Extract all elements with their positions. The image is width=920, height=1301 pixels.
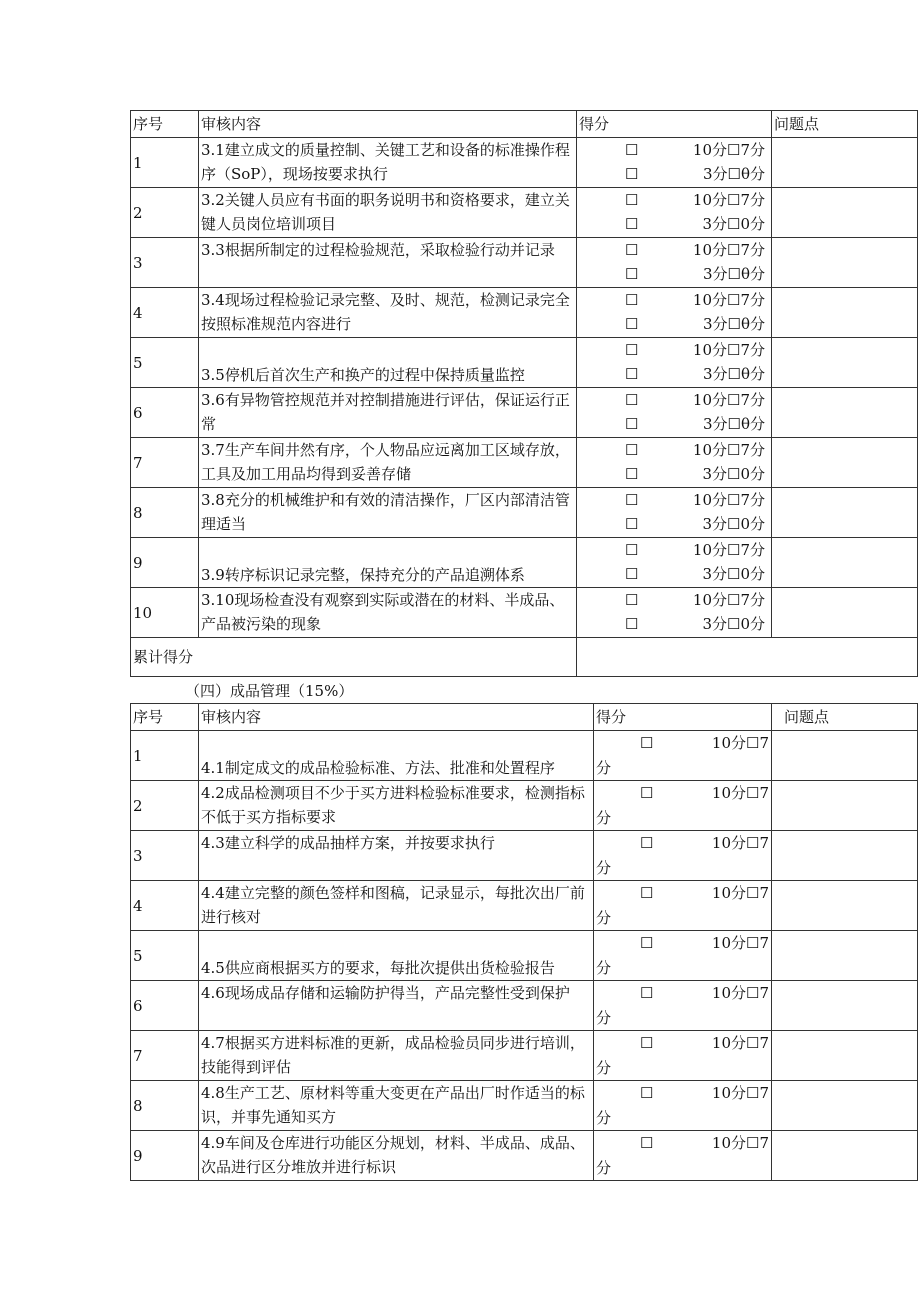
row-number: 5 [131,931,199,981]
row-score [577,138,772,188]
checkbox-icon[interactable]: ☐ [625,241,639,259]
score-unit: 分 [596,959,612,977]
row-number: 6 [131,388,199,438]
row-score [577,388,772,438]
table-header [131,111,918,138]
row-number: 8 [131,1081,199,1131]
row-issue[interactable] [772,831,918,881]
row-issue[interactable] [772,538,918,588]
score-options: 3分☐0分 [702,515,765,533]
row-issue[interactable] [772,981,918,1031]
score-options: 10分☐7 [711,984,769,1002]
row-score [577,538,772,588]
score-options: 3分☐0分 [702,465,765,483]
checkbox-icon[interactable]: ☐ [640,934,654,952]
row-number: 6 [131,981,199,1031]
row-content: 4.5供应商根据买方的要求，每批次提供出货检验报告 [199,931,594,981]
row-number: 3 [131,238,199,288]
checkbox-icon[interactable]: ☐ [625,415,639,433]
score-options: 3分☐θ分 [702,365,765,383]
row-issue[interactable] [772,781,918,831]
row-score [577,288,772,338]
checkbox-icon[interactable]: ☐ [625,215,639,233]
total-row [131,638,918,677]
checkbox-icon[interactable]: ☐ [640,984,654,1002]
checkbox-icon[interactable]: ☐ [640,834,654,852]
score-unit: 分 [596,1009,612,1027]
checkbox-icon[interactable]: ☐ [640,784,654,802]
row-content: 4.4建立完整的颜色签样和图稿，记录显示，每批次出厂前进行核对 [199,881,594,931]
row-issue[interactable] [772,138,918,188]
table-row [131,338,918,388]
score-options: 10分☐7分 [692,541,765,559]
header-issue: 问题点 [772,111,918,138]
row-issue[interactable] [772,588,918,638]
checkbox-icon[interactable]: ☐ [625,465,639,483]
row-issue[interactable] [772,731,918,781]
score-options: 10分☐7 [711,884,769,902]
header-content: 审核内容 [199,111,577,138]
row-content: 3.1建立成文的质量控制、关键工艺和设备的标准操作程序（SoP），现场按要求执行 [199,138,577,188]
score-options: 10分☐7分 [692,191,765,209]
table-header [131,704,918,731]
row-number: 1 [131,731,199,781]
row-content: 4.2成品检测项目不少于买方进料检验标准要求，检测指标不低于买方指标要求 [199,781,594,831]
row-score [577,488,772,538]
header-issue: 问题点 [772,704,918,731]
table-row [131,931,918,981]
row-score [594,981,772,1031]
row-score [594,1031,772,1081]
checkbox-icon[interactable]: ☐ [625,441,639,459]
row-score [594,1081,772,1131]
row-score [594,881,772,931]
row-issue[interactable] [772,1131,918,1181]
table-row [131,438,918,488]
table-row [131,781,918,831]
row-number: 3 [131,831,199,881]
table-row [131,831,918,881]
table-row [131,731,918,781]
row-score [594,831,772,881]
checkbox-icon[interactable]: ☐ [625,615,639,633]
checkbox-icon[interactable]: ☐ [640,1084,654,1102]
row-content: 4.6现场成品存储和运输防护得当，产品完整性受到保护 [199,981,594,1031]
row-score [594,931,772,981]
score-unit: 分 [596,809,612,827]
section-title: （四）成品管理（15%） [185,682,354,700]
row-number: 4 [131,288,199,338]
row-content: 4.3建立科学的成品抽样方案，并按要求执行 [199,831,594,881]
score-options: 10分☐7分 [692,441,765,459]
row-number: 7 [131,438,199,488]
row-issue[interactable] [772,881,918,931]
score-options: 10分☐7分 [692,241,765,259]
table-row [131,188,918,238]
header-content: 审核内容 [199,704,594,731]
row-score [577,188,772,238]
score-options: 3分☐0分 [702,215,765,233]
checkbox-icon[interactable]: ☐ [625,141,639,159]
row-number: 2 [131,781,199,831]
row-number: 9 [131,538,199,588]
row-issue[interactable] [772,1081,918,1131]
row-content: 4.8生产工艺、原材料等重大变更在产品出厂时作适当的标识，并事先通知买方 [199,1081,594,1131]
total-value[interactable] [577,638,918,677]
checkbox-icon[interactable]: ☐ [625,191,639,209]
checkbox-icon[interactable]: ☐ [625,565,639,583]
table-row [131,1081,918,1131]
checkbox-icon[interactable]: ☐ [625,491,639,509]
row-issue[interactable] [772,388,918,438]
score-options: 10分☐7分 [692,141,765,159]
score-options: 3分☐0分 [702,615,765,633]
checkbox-icon[interactable]: ☐ [625,291,639,309]
score-options: 10分☐7分 [692,341,765,359]
row-content: 3.9转序标识记录完整，保持充分的产品追溯体系 [199,538,577,588]
checkbox-icon[interactable]: ☐ [625,515,639,533]
table-row [131,138,918,188]
row-issue[interactable] [772,1031,918,1081]
header-score: 得分 [577,111,772,138]
table-row [131,288,918,338]
score-options: 10分☐7 [711,1034,769,1052]
row-issue[interactable] [772,931,918,981]
checkbox-icon[interactable]: ☐ [625,341,639,359]
score-options: 10分☐7分 [692,291,765,309]
row-number: 10 [131,588,199,638]
score-options: 10分☐7 [711,784,769,802]
score-options: 10分☐7 [711,1084,769,1102]
row-content: 3.8充分的机械维护和有效的清洁操作，厂区内部清洁管理适当 [199,488,577,538]
score-options: 10分☐7分 [692,491,765,509]
checkbox-icon[interactable]: ☐ [640,1134,654,1152]
score-options: 3分☐0分 [702,565,765,583]
total-label: 累计得分 [131,638,577,677]
score-options: 10分☐7分 [692,391,765,409]
row-issue[interactable] [772,488,918,538]
table-row [131,1031,918,1081]
audit-table-process [130,110,918,677]
row-content: 3.7生产车间井然有序，个人物品应远离加工区域存放，工具及加工用品均得到妥善存储 [199,438,577,488]
score-unit: 分 [596,759,612,777]
checkbox-icon[interactable]: ☐ [640,1034,654,1052]
row-issue[interactable] [772,438,918,488]
header-no: 序号 [131,111,199,138]
score-unit: 分 [596,1109,612,1127]
checkbox-icon[interactable]: ☐ [640,884,654,902]
score-unit: 分 [596,1159,612,1177]
row-number: 1 [131,138,199,188]
row-number: 4 [131,881,199,931]
row-number: 2 [131,188,199,238]
row-content: 3.10现场检查没有观察到实际或潜在的材料、半成品、产品被污染的现象 [199,588,577,638]
audit-table-finished-goods [130,703,918,1181]
table-row [131,538,918,588]
header-score: 得分 [594,704,772,731]
row-content: 3.3根据所制定的过程检验规范，采取检验行动并记录 [199,238,577,288]
checkbox-icon[interactable]: ☐ [625,591,639,609]
header-no: 序号 [131,704,199,731]
checkbox-icon[interactable]: ☐ [640,734,654,752]
row-issue[interactable] [772,288,918,338]
score-options: 10分☐7 [711,734,769,752]
table-row [131,881,918,931]
checkbox-icon[interactable]: ☐ [625,541,639,559]
table-row [131,1131,918,1181]
score-options: 10分☐7分 [692,591,765,609]
checkbox-icon[interactable]: ☐ [625,315,639,333]
row-content: 4.7根据买方进料标准的更新，成品检验员同步进行培训，技能得到评估 [199,1031,594,1081]
checkbox-icon[interactable]: ☐ [625,165,639,183]
table-row [131,238,918,288]
score-options: 3分☐θ分 [702,265,765,283]
score-options: 10分☐7 [711,1134,769,1152]
score-options: 10分☐7 [711,834,769,852]
row-score [577,238,772,288]
row-content: 3.5停机后首次生产和换产的过程中保持质量监控 [199,338,577,388]
row-number: 8 [131,488,199,538]
table-row [131,981,918,1031]
row-issue[interactable] [772,188,918,238]
row-score [577,438,772,488]
row-content: 4.9车间及仓库进行功能区分规划，材料、半成品、成品、次品进行区分堆放并进行标识 [199,1131,594,1181]
score-unit: 分 [596,859,612,877]
score-options: 3分☐θ分 [702,165,765,183]
row-number: 9 [131,1131,199,1181]
row-score [577,588,772,638]
score-unit: 分 [596,909,612,927]
score-options: 10分☐7 [711,934,769,952]
checkbox-icon[interactable]: ☐ [625,391,639,409]
row-content: 3.6有异物管控规范并对控制措施进行评估，保证运行正常 [199,388,577,438]
score-unit: 分 [596,1059,612,1077]
checkbox-icon[interactable]: ☐ [625,365,639,383]
row-score [594,1131,772,1181]
checkbox-icon[interactable]: ☐ [625,265,639,283]
row-content: 3.4现场过程检验记录完整、及时、规范，检测记录完全按照标准规范内容进行 [199,288,577,338]
score-options: 3分☐θ分 [702,315,765,333]
row-content: 4.1制定成文的成品检验标准、方法、批准和处置程序 [199,731,594,781]
row-score [594,781,772,831]
row-issue[interactable] [772,238,918,288]
table-row [131,488,918,538]
row-content: 3.2关键人员应有书面的职务说明书和资格要求，建立关键人员岗位培训项目 [199,188,577,238]
row-score [577,338,772,388]
table-row [131,388,918,438]
row-score [594,731,772,781]
row-number: 7 [131,1031,199,1081]
row-number: 5 [131,338,199,388]
score-options: 3分☐θ分 [702,415,765,433]
row-issue[interactable] [772,338,918,388]
table-row [131,588,918,638]
